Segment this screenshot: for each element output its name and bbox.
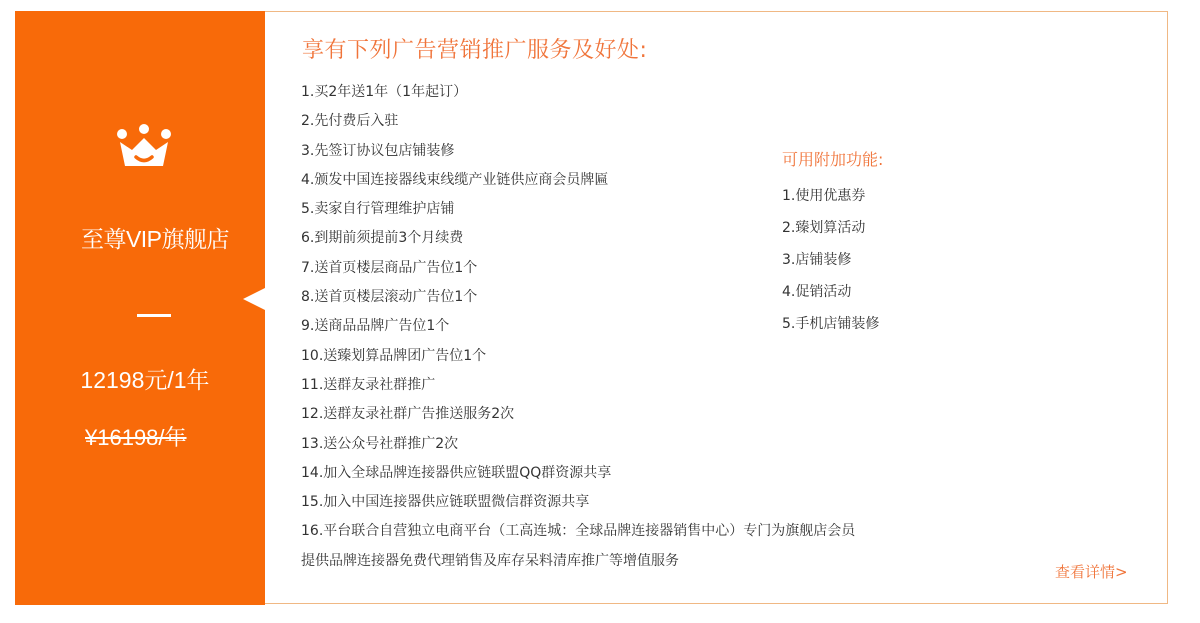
- benefit-item: 12.送群友录社群广告推送服务2次: [301, 406, 515, 423]
- benefit-list: [301, 82, 855, 551]
- benefit-item: 8.送首页楼层滚动广告位1个: [301, 289, 478, 306]
- addon-item: 1.使用优惠券: [782, 188, 866, 204]
- addon-list: [782, 186, 879, 346]
- benefit-item: 13.送公众号社群推广2次: [301, 435, 459, 452]
- divider: [137, 314, 171, 317]
- panel-pointer: [243, 288, 265, 310]
- benefit-item: 4.颁发中国连接器线束线缆产业链供应商会员牌匾: [301, 171, 609, 188]
- view-details-link[interactable]: 查看详情>: [1055, 563, 1128, 581]
- plan-summary-panel: [15, 11, 265, 605]
- original-price: ¥16198/年: [85, 425, 187, 450]
- addon-item: 3.店铺装修: [782, 252, 852, 268]
- benefit-item: 15.加入中国连接器供应链联盟微信群资源共享: [301, 494, 590, 511]
- benefit-item: 3.先签订协议包店铺装修: [301, 142, 455, 159]
- benefit-item: 5.卖家自行管理维护店铺: [301, 201, 455, 218]
- plan-price: 12198元/1年: [80, 367, 210, 393]
- plan-name: 至尊VIP旗舰店: [80, 226, 230, 252]
- addon-item: 5.手机店铺装修: [782, 316, 880, 332]
- crown-icon: [116, 124, 172, 170]
- benefit-item: 10.送臻划算品牌团广告位1个: [301, 347, 487, 364]
- addon-item: 4.促销活动: [782, 284, 852, 300]
- benefit-item: 7.送首页楼层商品广告位1个: [301, 259, 478, 276]
- benefits-title: 享有下列广告营销推广服务及好处:: [302, 38, 648, 63]
- benefit-item: 14.加入全球品牌连接器供应链联盟QQ群资源共享: [301, 464, 612, 481]
- benefit-item-continuation: 提供品牌连接器免费代理销售及库存呆料清库推广等增值服务: [301, 553, 679, 569]
- addons-title: 可用附加功能:: [782, 150, 884, 169]
- benefit-item: 1.买2年送1年（1年起订）: [301, 84, 468, 100]
- addon-item: 2.臻划算活动: [782, 220, 866, 236]
- benefit-item: 2.先付费后入驻: [301, 113, 399, 130]
- benefit-item: 16.平台联合自营独立电商平台（工高连城：全球品牌连接器销售中心）专门为旗舰店会员: [301, 523, 856, 540]
- benefit-item: 9.送商品品牌广告位1个: [301, 318, 450, 335]
- benefit-item: 11.送群友录社群推广: [301, 376, 436, 393]
- benefit-item: 6.到期前须提前3个月续费: [301, 230, 464, 247]
